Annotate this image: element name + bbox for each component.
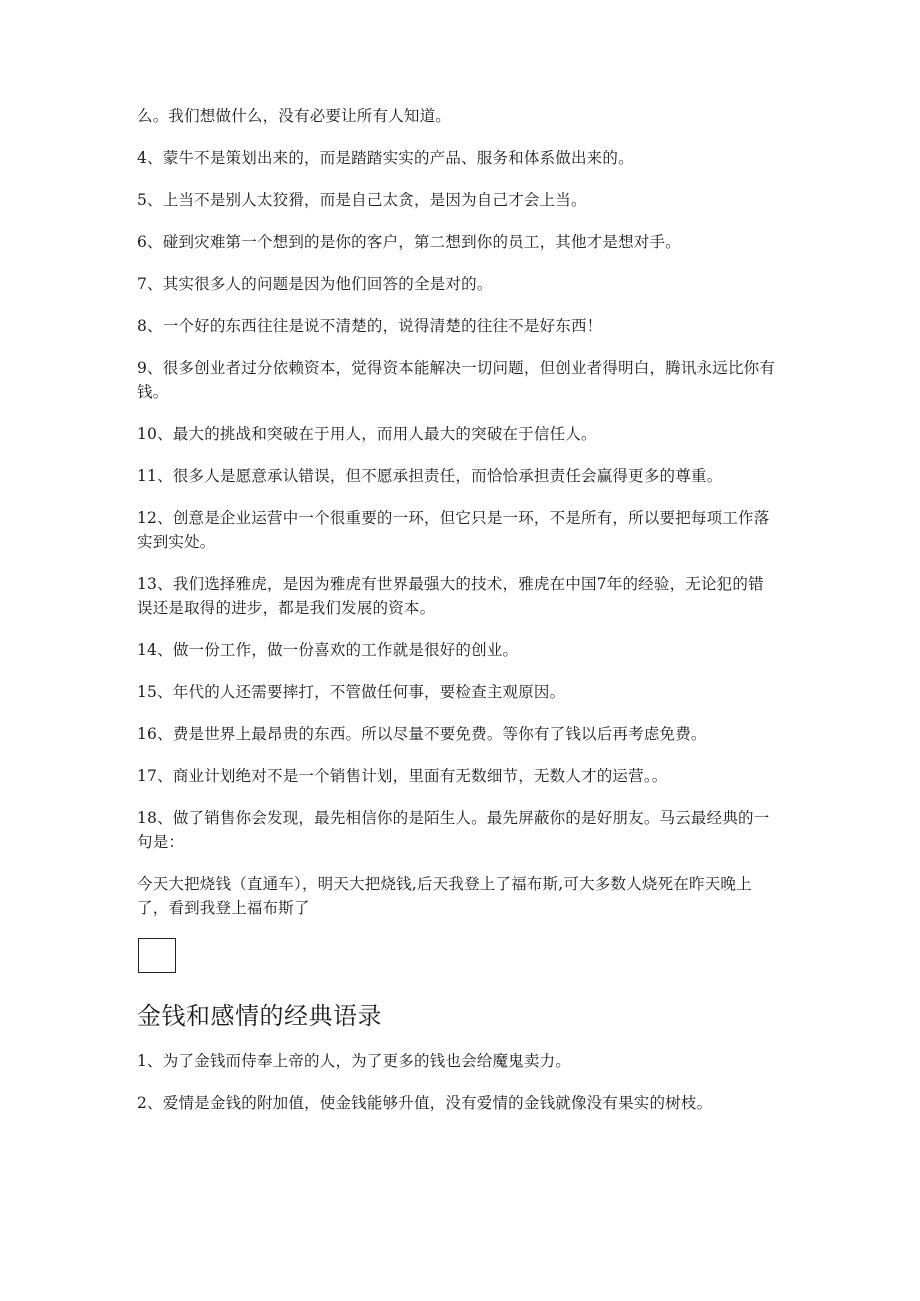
quote-item-7: 7、其实很多人的问题是因为他们回答的全是对的。 bbox=[137, 275, 493, 293]
quote-item-5: 5、上当不是别人太狡猾，而是自己太贪，是因为自己才会上当。 bbox=[137, 191, 587, 209]
section-heading: 金钱和感情的经典语录 bbox=[137, 1002, 382, 1030]
quote-item-15: 15、年代的人还需要摔打，不管做任何事，要检查主观原因。 bbox=[137, 683, 566, 701]
quote-item-18: 18、做了销售你会发现，最先相信你的是陌生人。最先屏蔽你的是好朋友。马云最经典的一句是： bbox=[137, 809, 770, 851]
image-placeholder bbox=[138, 938, 176, 973]
quote-item-9: 9、很多创业者过分依赖资本，觉得资本能解决一切问题，但创业者得明白，腾讯永远比你有钱。 bbox=[137, 359, 776, 401]
quote-item-4: 4、蒙牛不是策划出来的，而是踏踏实实的产品、服务和体系做出来的。 bbox=[137, 149, 634, 167]
quote-item-18-continuation: 今天大把烧钱（直通车），明天大把烧钱,后天我登上了福布斯,可大多数人烧死在昨天晚上了，看到我登上福布斯了 bbox=[137, 875, 752, 917]
document-body bbox=[137, 104, 777, 1133]
quote-item-13: 13、我们选择雅虎，是因为雅虎有世界最强大的技术，雅虎在中国7年的经验，无论犯的错误还是取得的进步，都是我们发展的资本。 bbox=[137, 575, 764, 617]
money-quote-item-1: 1、为了金钱而侍奉上帝的人，为了更多的钱也会给魔鬼卖力。 bbox=[137, 1052, 571, 1070]
quote-item-16: 16、费是世界上最昂贵的东西。所以尽量不要免费。等你有了钱以后再考虑免费。 bbox=[137, 725, 707, 743]
quote-item-8: 8、一个好的东西往往是说不清楚的，说得清楚的往往不是好东西！ bbox=[137, 317, 603, 335]
paragraph-continuation: 么。我们想做什么，没有必要让所有人知道。 bbox=[137, 107, 452, 125]
quote-item-17: 17、商业计划绝对不是一个销售计划，里面有无数细节，无数人才的运营。。 bbox=[137, 767, 668, 785]
quote-item-10: 10、最大的挑战和突破在于用人，而用人最大的突破在于信任人。 bbox=[137, 425, 597, 443]
money-quote-item-2: 2、爱情是金钱的附加值，使金钱能够升值，没有爱情的金钱就像没有果实的树枝。 bbox=[137, 1094, 713, 1112]
quote-item-11: 11、很多人是愿意承认错误，但不愿承担责任，而恰恰承担责任会赢得更多的尊重。 bbox=[137, 467, 723, 485]
quote-item-6: 6、碰到灾难第一个想到的是你的客户，第二想到你的员工，其他才是想对手。 bbox=[137, 233, 681, 251]
quote-item-12: 12、创意是企业运营中一个很重要的一环，但它只是一环，不是所有，所以要把每项工作落实到实处。 bbox=[137, 509, 770, 551]
quote-item-14: 14、做一份工作，做一份喜欢的工作就是很好的创业。 bbox=[137, 641, 519, 659]
